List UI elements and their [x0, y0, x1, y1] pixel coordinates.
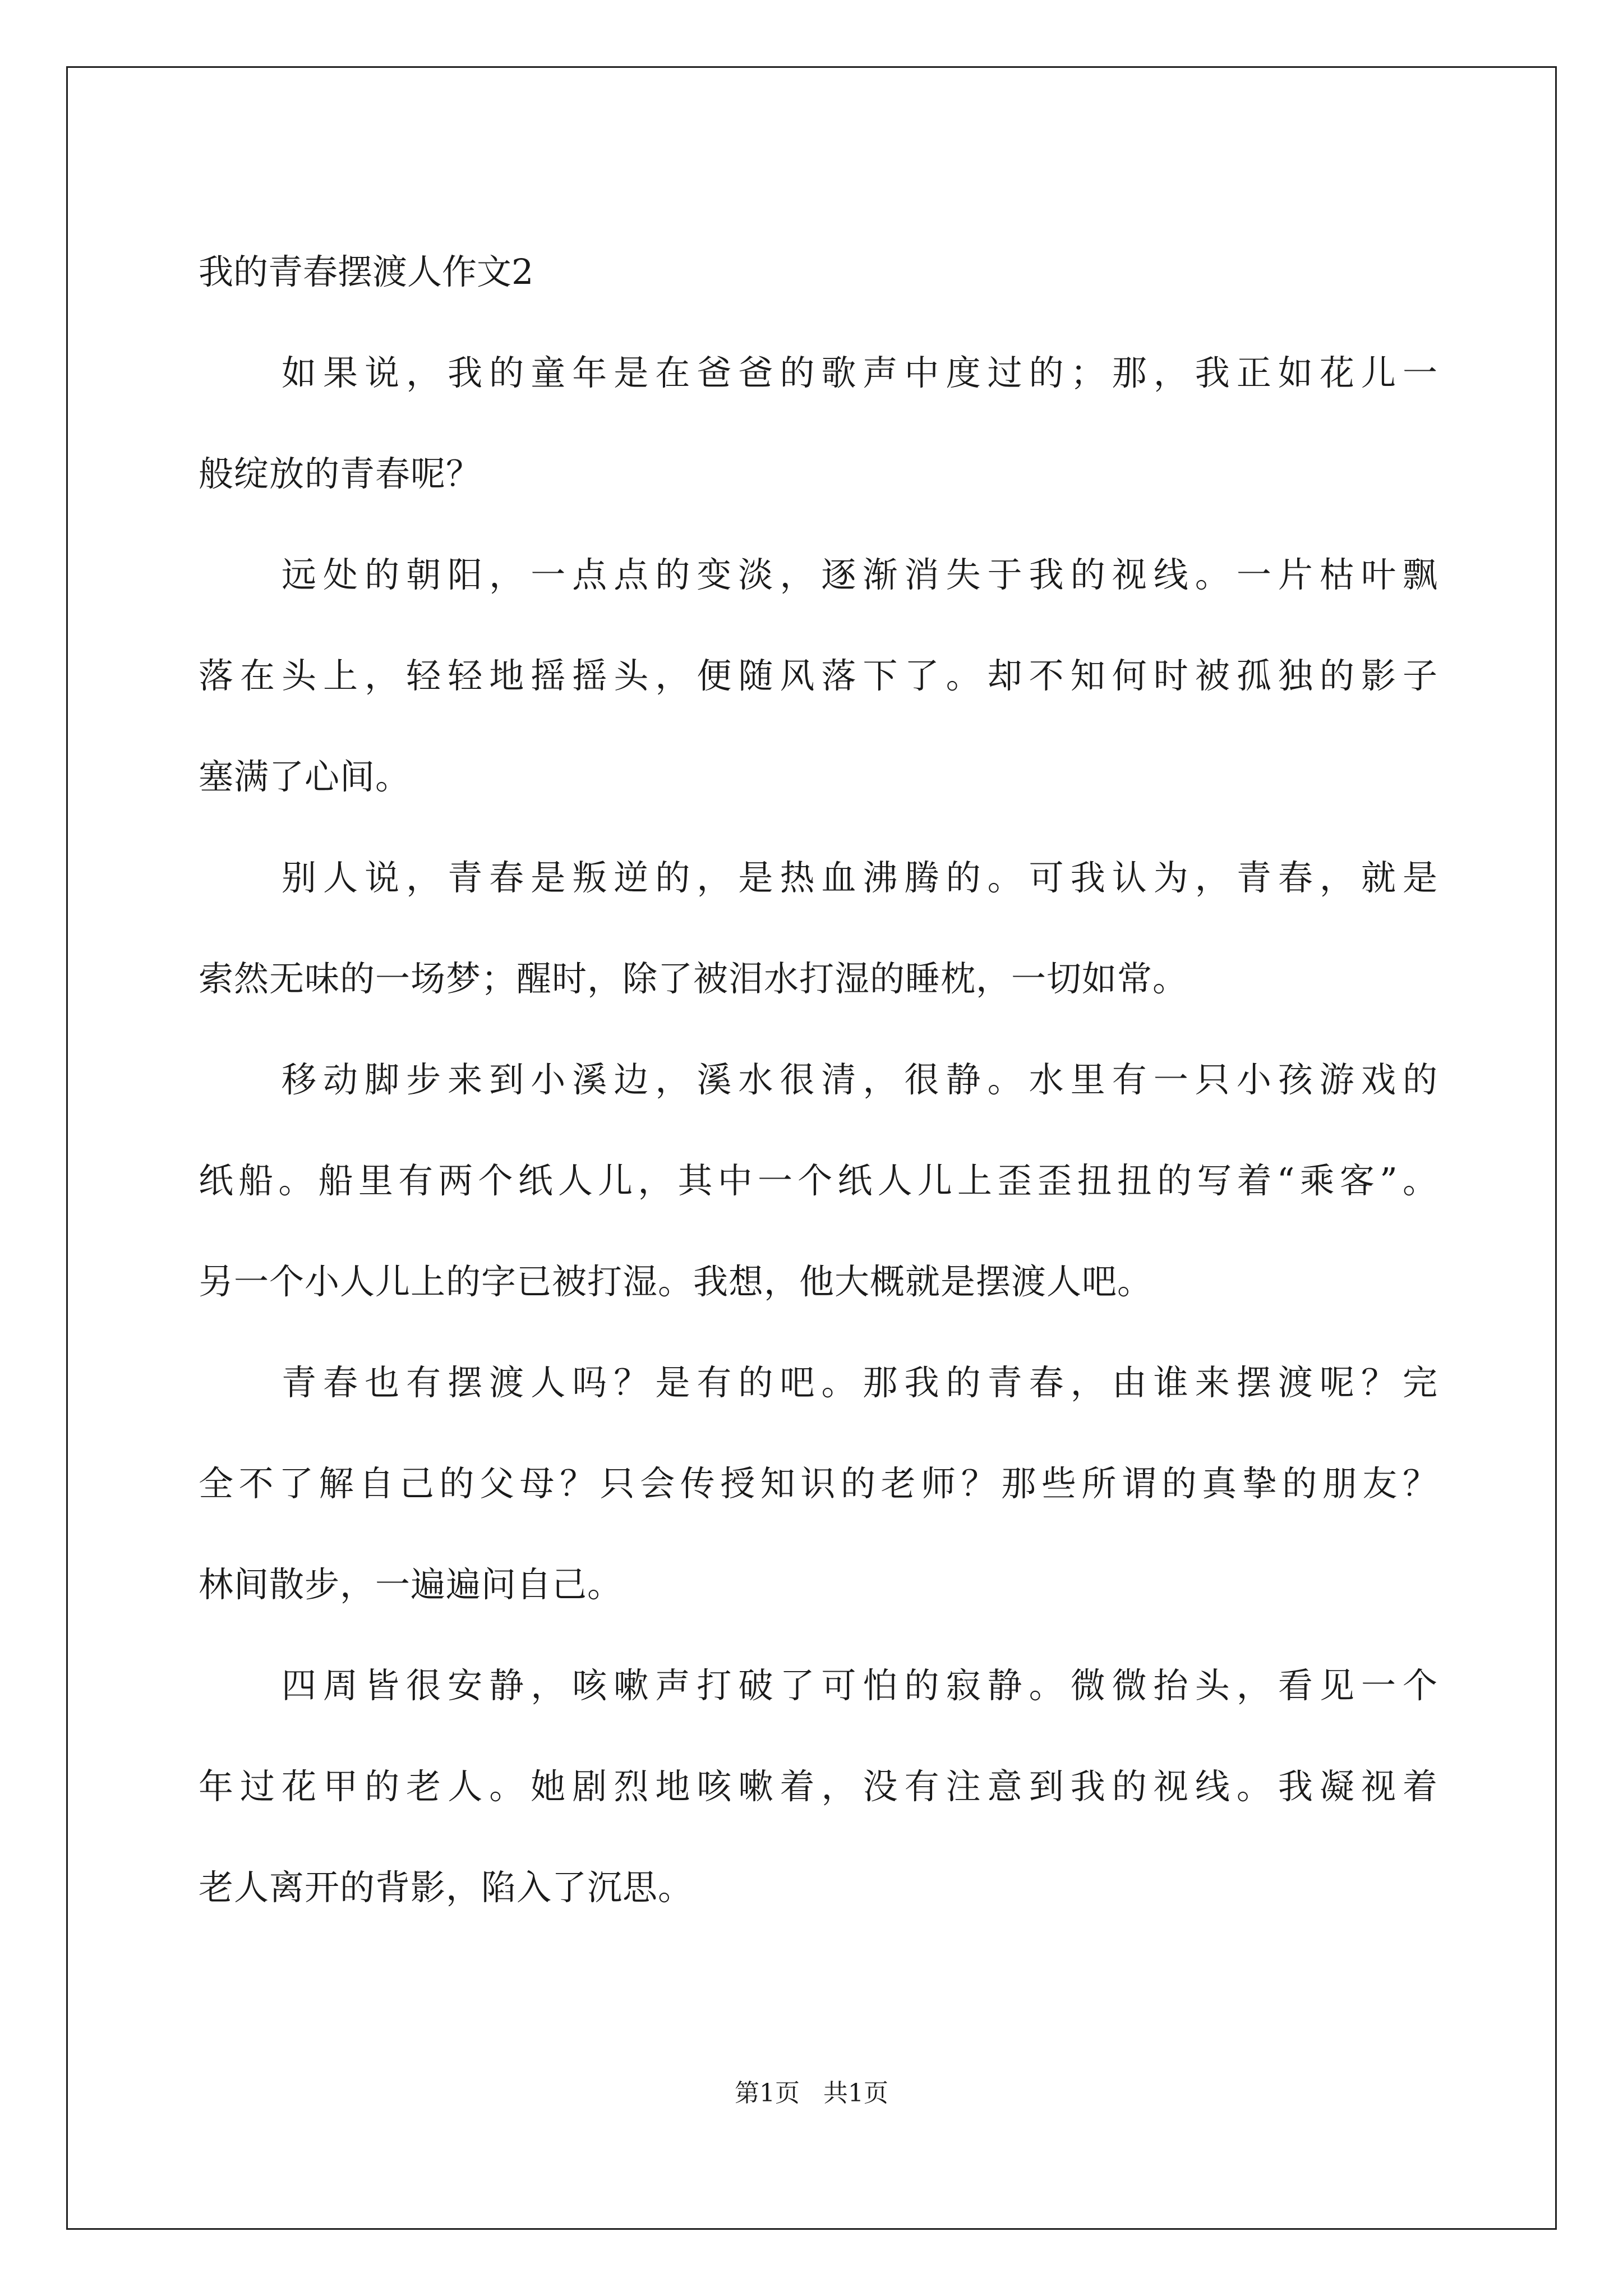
paragraph-line: 别人说，青春是叛逆的，是热血沸腾的。可我认为，青春，就是 [282, 857, 1438, 898]
page-footer [0, 2073, 1623, 2109]
paragraph-3 [199, 827, 1438, 1029]
paragraph-line: 林间散步，一遍遍问自己。 [199, 1564, 623, 1605]
paragraph-6 [199, 1635, 1438, 1938]
paragraph-line: 青春也有摆渡人吗？是有的吧。那我的青春，由谁来摆渡呢？完 [282, 1362, 1438, 1403]
page-total: 共1页 [823, 2079, 888, 2108]
paragraph-line: 般绽放的青春呢？ [199, 453, 482, 494]
document-body [199, 222, 1438, 1938]
paragraph-line: 另一个小人儿上的字已被打湿。我想，他大概就是摆渡人吧。 [199, 1261, 1153, 1302]
paragraph-2 [199, 524, 1438, 827]
document-title: 我的青春摆渡人作文2 [199, 251, 534, 292]
paragraph-line: 落在头上，轻轻地摇摇头，便随风落下了。却不知何时被孤独的影子 [199, 655, 1438, 696]
paragraph-line: 纸船。船里有两个纸人儿，其中一个纸人儿上歪歪扭扭的写着“乘客”。 [199, 1160, 1438, 1201]
paragraph-5 [199, 1332, 1438, 1635]
paragraph-line: 全不了解自己的父母？只会传授知识的老师？那些所谓的真挚的朋友？ [199, 1463, 1438, 1504]
paragraph-line: 塞满了心间。 [199, 756, 411, 797]
paragraph-line: 四周皆很安静，咳嗽声打破了可怕的寂静。微微抬头，看见一个 [282, 1665, 1438, 1706]
paragraph-line: 远处的朝阳，一点点的变淡，逐渐消失于我的视线。一片枯叶飘 [282, 554, 1438, 595]
page-number: 第1页 [735, 2079, 800, 2108]
paragraph-line: 老人离开的背影，陷入了沉思。 [199, 1867, 694, 1908]
paragraph-line: 索然无味的一场梦；醒时，除了被泪水打湿的睡枕，一切如常。 [199, 958, 1188, 999]
paragraph-4 [199, 1029, 1438, 1332]
paragraph-line: 移动脚步来到小溪边，溪水很清，很静。水里有一只小孩游戏的 [282, 1059, 1438, 1100]
paragraph-line: 如果说，我的童年是在爸爸的歌声中度过的；那，我正如花儿一 [282, 352, 1438, 393]
paragraph-line: 年过花甲的老人。她剧烈地咳嗽着，没有注意到我的视线。我凝视着 [199, 1766, 1438, 1807]
paragraph-1 [199, 323, 1438, 524]
